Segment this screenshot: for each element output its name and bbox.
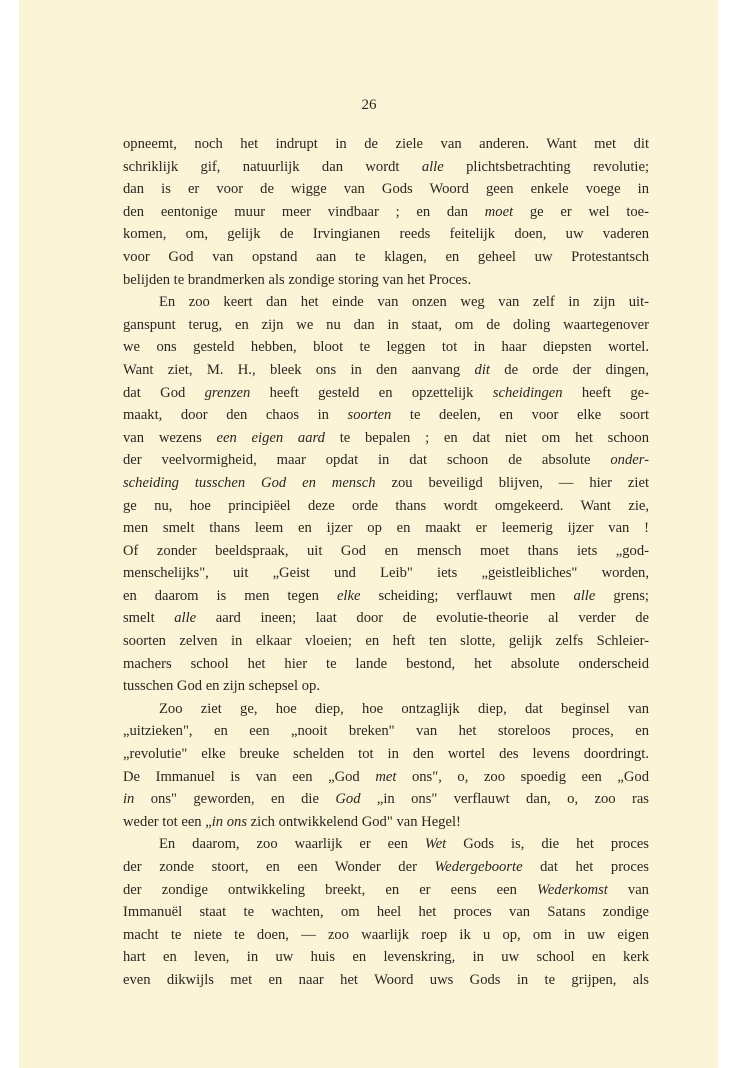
text-line: [123, 291, 649, 314]
text-line: [123, 156, 649, 179]
text-run: den eentonige muur meer vindbaar ; en dan: [123, 203, 485, 220]
italic-text: God: [335, 791, 361, 808]
paragraph: [123, 291, 649, 698]
text-line: [123, 653, 649, 676]
text-run: we ons gesteld hebben, bloot te leggen tot in haar diepsten wortel.: [123, 339, 649, 356]
text-line: [123, 788, 649, 811]
text-run: scheiding; verflauwt men: [360, 587, 574, 604]
text-line: [123, 382, 649, 405]
text-run: zich ontwikkelend God" van Hegel!: [247, 813, 461, 830]
text-run: hart en leven, in uw huis en levenskring, in uw school en kerk: [123, 949, 649, 966]
text-run: voor God van opstand aan te klagen, en geheel uw Protestantsch: [123, 248, 649, 265]
italic-text: Wet: [424, 836, 447, 853]
text-line: [123, 517, 649, 540]
text-run: ganspunt terug, en zijn we nu dan in staat, om de doling waartegenover: [123, 316, 649, 333]
text-line: [123, 607, 649, 630]
text-line: [123, 924, 649, 947]
text-line: [123, 178, 649, 201]
text-run: der zonde stoort, en een Wonder der: [123, 859, 435, 875]
text-run: de orde der dingen,: [489, 361, 649, 378]
text-run: ge er wel toe-: [513, 203, 649, 220]
italic-text: alle: [573, 587, 596, 604]
italic-text: Wederkomst: [537, 881, 608, 898]
body-text: [123, 133, 649, 992]
text-run: aard ineen; laat door de evolutie-theorie al verder de: [196, 610, 649, 627]
italic-text: soorten: [347, 407, 392, 424]
text-run: Want ziet, M. H., bleek ons in den aanvang: [123, 361, 475, 378]
text-line: [123, 269, 649, 292]
italic-text: onder-: [610, 452, 649, 469]
italic-text: in: [123, 791, 135, 808]
text-run: dat God: [123, 384, 205, 401]
text-run: En daarom, zoo waarlijk er een: [159, 836, 425, 853]
text-line: [123, 404, 649, 427]
text-run: te deelen, en voor elke soort: [391, 407, 649, 424]
text-run: schriklijk gif, natuurlijk dan wordt: [123, 158, 422, 175]
text-line: [123, 472, 649, 495]
text-run: Zoo ziet ge, hoe diep, hoe ontzaglijk diep, dat beginsel van: [159, 700, 649, 717]
text-run: opneemt, noch het indrupt in de ziele van anderen. Want met dit: [123, 136, 649, 152]
text-run: belijden te brandmerken als zondige storing van het Proces.: [123, 271, 472, 288]
italic-text: Wedergeboorte: [434, 859, 523, 875]
text-line: [123, 879, 649, 902]
text-line: [123, 133, 649, 156]
text-line: [123, 811, 649, 834]
text-run: „revolutie" elke breuke schelden tot in den wortel des levens doordringt.: [123, 746, 649, 763]
text-line: [123, 901, 649, 924]
text-run: De Immanuel is van een „God: [123, 768, 376, 785]
paragraph: [123, 833, 649, 991]
text-line: [123, 336, 649, 359]
italic-text: alle: [421, 158, 444, 175]
text-run: dat het proces: [522, 859, 649, 875]
italic-text: alle: [174, 610, 197, 627]
text-run: Gods is, die het proces: [446, 836, 649, 853]
text-run: dan is er voor de wigge van Gods Woord geen enkele voege in: [123, 181, 649, 198]
text-line: [123, 946, 649, 969]
text-run: smelt: [123, 610, 175, 627]
text-run: en daarom is men tegen: [123, 587, 337, 604]
text-run: der zondige ontwikkeling breekt, en er eens een: [123, 881, 538, 898]
text-run: komen, om, gelijk de Irvingianen reeds feitelijk doen, uw vaderen: [123, 226, 649, 243]
text-run: van wezens: [123, 429, 217, 446]
italic-text: moet: [484, 203, 514, 220]
text-line: [123, 449, 649, 472]
text-run: menschelijks", uit „Geist und Leib" iets „geistleibliches" worden,: [123, 565, 649, 582]
paragraph: [123, 133, 649, 291]
text-run: grens;: [595, 587, 649, 604]
text-run: En zoo keert dan het einde van onzen weg van zelf in zijn uit-: [159, 294, 649, 311]
paragraph: [123, 698, 649, 834]
text-line: [123, 833, 649, 856]
text-run: tusschen God en zijn schepsel op.: [123, 678, 320, 695]
text-run: macht te niete te doen, — zoo waarlijk roep ik u op, om in uw eigen: [123, 926, 649, 943]
text-line: [123, 246, 649, 269]
text-line: [123, 969, 649, 992]
text-run: ons", o, zoo spoedig een „God: [396, 768, 649, 785]
text-line: [123, 427, 649, 450]
text-run: van: [607, 881, 649, 898]
text-run: weder tot een „: [123, 813, 212, 830]
text-run: „uitzieken", en een „nooit breken" van het storeloos proces, en: [123, 723, 649, 740]
text-run: men smelt thans leem en ijzer op en maakt er leemerig ijzer van !: [123, 520, 649, 537]
text-run: soorten zelven in elkaar vloeien; en heft ten slotte, gelijk zelfs Schleier-: [123, 633, 649, 650]
text-line: [123, 743, 649, 766]
text-run: der veelvormigheid, maar opdat in dat schoon de absolute: [123, 452, 611, 469]
text-line: [123, 585, 649, 608]
text-line: [123, 223, 649, 246]
text-run: Immanuël staat te wachten, om heel het proces van Satans zondige: [123, 904, 649, 921]
text-run: te bepalen ; en dat niet om het schoon: [324, 429, 649, 446]
text-line: [123, 201, 649, 224]
text-run: „in ons" verflauwt dan, o, zoo ras: [360, 791, 649, 808]
text-line: [123, 698, 649, 721]
page-number: 26: [361, 97, 377, 113]
text-run: machers school het hier te lande bestond, het absolute onderscheid: [123, 655, 649, 672]
text-line: [123, 540, 649, 563]
text-line: [123, 856, 649, 879]
text-line: [123, 675, 649, 698]
text-line: [123, 314, 649, 337]
italic-text: scheidingen: [492, 384, 563, 401]
text-run: ons" geworden, en die: [134, 791, 336, 808]
text-line: [123, 562, 649, 585]
italic-text: dit: [474, 361, 490, 378]
italic-text: een eigen aard: [216, 429, 325, 446]
text-run: maakt, door den chaos in: [123, 407, 348, 424]
italic-text: elke: [336, 587, 361, 604]
text-run: Of zonder beeldspraak, uit God en mensch moet thans iets „god-: [123, 542, 649, 559]
text-run: plichtsbetrachting revolutie;: [443, 158, 649, 175]
text-line: [123, 630, 649, 653]
text-line: [123, 766, 649, 789]
text-line: [123, 495, 649, 518]
text-run: even dikwijls met en naar het Woord uws Gods in te grijpen, als: [123, 971, 649, 988]
italic-text: met: [375, 768, 397, 785]
text-run: heeft gesteld en opzettelijk: [250, 384, 493, 401]
italic-text: scheiding tusschen God en mensch: [123, 474, 376, 491]
text-line: [123, 720, 649, 743]
text-run: heeft ge-: [562, 384, 649, 401]
italic-text: grenzen: [204, 384, 251, 401]
text-run: ge nu, hoe principiëel deze orde thans wordt omgekeerd. Want zie,: [123, 497, 649, 514]
text-run: zou beveiligd blijven, — hier ziet: [375, 474, 649, 491]
italic-text: in ons: [211, 813, 248, 830]
text-line: [123, 359, 649, 382]
